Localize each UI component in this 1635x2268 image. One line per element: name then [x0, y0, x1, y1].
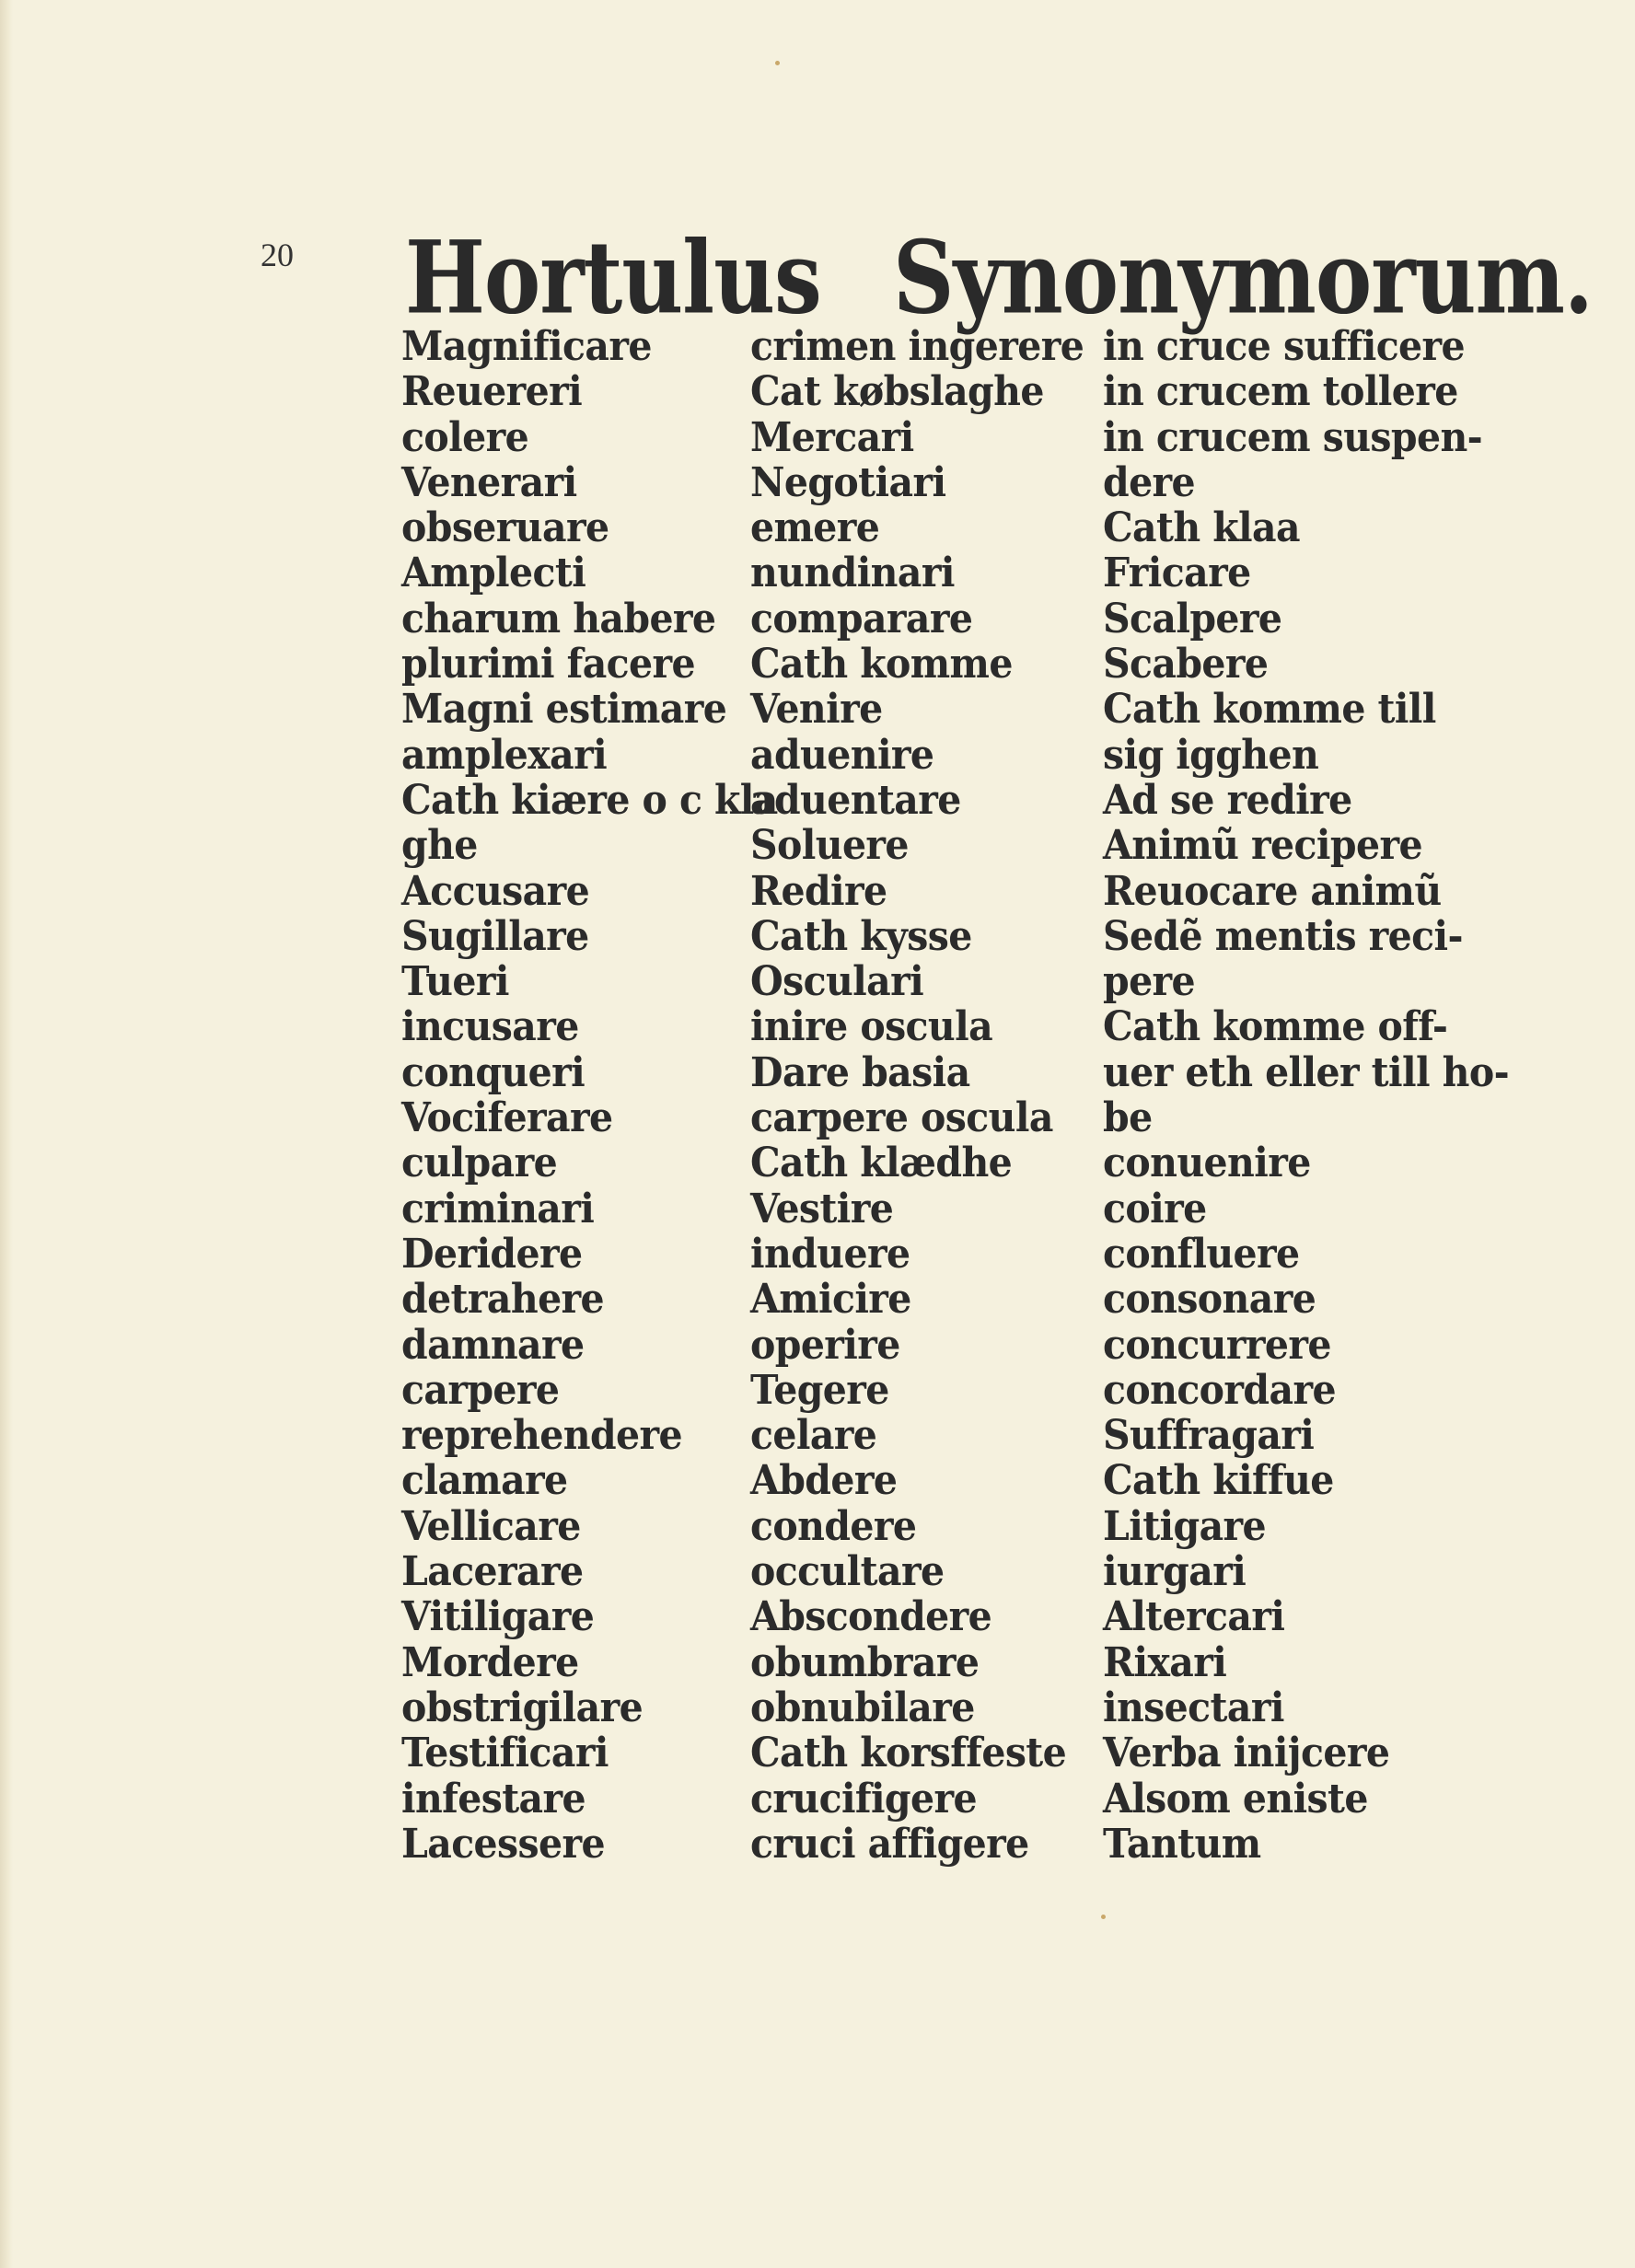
word-entry: amplexari	[401, 730, 608, 779]
word-entry: Cath klædhe	[750, 1139, 1013, 1187]
word-entry: Tantum	[1103, 1819, 1261, 1868]
word-entry: Fricare	[1103, 549, 1251, 597]
word-entry: Vociferare	[401, 1094, 613, 1141]
word-entry: Cath komme till	[1103, 685, 1436, 734]
word-entry: Scabere	[1103, 640, 1269, 688]
word-entry: Alsom eniste	[1103, 1774, 1368, 1822]
synonym-column-3	[1103, 322, 1509, 1868]
word-entry: Lacerare	[401, 1547, 584, 1595]
word-entry: Altercari	[1103, 1592, 1285, 1641]
word-entry: Vestire	[750, 1184, 894, 1232]
word-entry: charum habere	[401, 594, 716, 642]
paper-speck	[1101, 1915, 1106, 1919]
page-edge	[0, 0, 13, 2268]
word-entry: dere	[1103, 457, 1196, 506]
word-entry: Venire	[750, 685, 883, 734]
word-entry: comparare	[750, 594, 973, 642]
word-entry: Testificari	[401, 1729, 609, 1777]
word-entry: Magnificare	[401, 322, 652, 370]
word-entry: concurrere	[1103, 1320, 1331, 1369]
word-entry: aduenire	[750, 730, 934, 779]
word-entry: Cath klaa	[1103, 503, 1300, 552]
word-entry: carpere	[401, 1365, 560, 1414]
word-entry: conqueri	[401, 1047, 586, 1096]
word-entry: Verba inijcere	[1103, 1729, 1390, 1777]
word-entry: Lacessere	[401, 1819, 605, 1868]
word-entry: be	[1103, 1094, 1153, 1141]
paper-speck	[775, 61, 780, 65]
word-entry: crucifigere	[750, 1774, 977, 1822]
word-entry: criminari	[401, 1184, 595, 1232]
word-entry: aduentare	[750, 775, 961, 824]
word-entry: obseruare	[401, 503, 609, 552]
word-entry: Dare basia	[750, 1047, 970, 1096]
running-title	[405, 219, 1593, 337]
word-entry: Suffragari	[1103, 1411, 1315, 1459]
word-entry: Cath komme off-	[1103, 1002, 1448, 1051]
word-entry: obnubilare	[750, 1683, 975, 1731]
word-entry: Cath komme	[750, 640, 1013, 688]
word-entry: ghe	[401, 821, 478, 870]
word-entry: Abscondere	[750, 1592, 992, 1641]
word-entry: in crucem suspen-	[1103, 412, 1483, 461]
word-entry: Cath korsffeste	[750, 1729, 1067, 1777]
word-entry: induere	[750, 1229, 910, 1278]
word-entry: Cath kysse	[750, 911, 972, 960]
word-entry: insectari	[1103, 1683, 1284, 1731]
word-entry: Cath kiffue	[1103, 1456, 1334, 1505]
word-entry: plurimi facere	[401, 640, 695, 688]
word-entry: inire oscula	[750, 1002, 993, 1051]
word-entry: obstrigilare	[401, 1683, 644, 1731]
word-entry: uer eth eller till ho-	[1103, 1047, 1509, 1096]
word-entry: condere	[750, 1501, 917, 1550]
word-entry: consonare	[1103, 1275, 1316, 1324]
word-entry: Abdere	[750, 1456, 898, 1505]
word-entry: occultare	[750, 1547, 945, 1595]
word-entry: confluere	[1103, 1229, 1300, 1278]
word-entry: Sugillare	[401, 911, 589, 960]
word-entry: cruci affigere	[750, 1819, 1029, 1868]
word-entry: Amplecti	[401, 549, 586, 597]
word-entry: Reuocare animũ	[1103, 866, 1442, 915]
word-entry: Vellicare	[401, 1501, 581, 1550]
title-left: Hortulus	[405, 219, 821, 337]
word-entry: iurgari	[1103, 1547, 1247, 1595]
word-entry: clamare	[401, 1456, 568, 1505]
word-entry: Deridere	[401, 1229, 583, 1278]
word-entry: Tueri	[401, 957, 509, 1006]
word-entry: Reuereri	[401, 367, 583, 416]
word-entry: Mercari	[750, 412, 914, 461]
word-entry: Vitiligare	[401, 1592, 595, 1641]
word-entry: Mordere	[401, 1637, 579, 1686]
word-entry: culpare	[401, 1139, 558, 1187]
word-entry: coire	[1103, 1184, 1207, 1232]
synonym-column-1	[401, 322, 778, 1868]
word-entry: Ad se redire	[1103, 775, 1352, 824]
word-entry: in cruce sufficere	[1103, 322, 1466, 370]
word-entry: incusare	[401, 1002, 579, 1051]
word-entry: pere	[1103, 957, 1196, 1006]
word-entry: Redire	[750, 866, 887, 915]
page-number: 20	[261, 237, 294, 273]
word-entry: emere	[750, 503, 880, 552]
word-entry: detrahere	[401, 1275, 605, 1324]
word-entry: Sedẽ mentis reci-	[1103, 911, 1463, 960]
word-entry: Cath kiære o c kla	[401, 775, 778, 824]
word-entry: celare	[750, 1411, 877, 1459]
word-entry: Magni estimare	[401, 685, 727, 734]
word-entry: Litigare	[1103, 1501, 1267, 1550]
word-entry: crimen ingerere	[750, 322, 1084, 370]
word-entry: obumbrare	[750, 1637, 980, 1686]
word-entry: Tegere	[750, 1365, 889, 1414]
title-right: Synonymorum.	[893, 219, 1593, 337]
word-entry: conuenire	[1103, 1139, 1311, 1187]
word-entry: reprehendere	[401, 1411, 682, 1459]
word-entry: operire	[750, 1320, 900, 1369]
word-entry: carpere oscula	[750, 1094, 1053, 1141]
word-entry: Accusare	[401, 866, 590, 915]
synonym-column-2	[750, 324, 1105, 1867]
word-entry: sig igghen	[1103, 730, 1319, 779]
word-entry: Osculari	[750, 957, 924, 1006]
word-entry: infestare	[401, 1774, 586, 1822]
word-entry: Cat købslaghe	[750, 367, 1044, 416]
word-entry: Negotiari	[750, 457, 946, 506]
word-entry: colere	[401, 412, 529, 461]
word-entry: Scalpere	[1103, 594, 1282, 642]
word-entry: Amicire	[750, 1275, 911, 1324]
word-entry: Animũ recipere	[1103, 821, 1422, 870]
word-entry: Rixari	[1103, 1637, 1227, 1686]
word-entry: Venerari	[401, 457, 577, 506]
word-entry: damnare	[401, 1320, 585, 1369]
word-entry: concordare	[1103, 1365, 1336, 1414]
word-entry: Soluere	[750, 821, 909, 870]
word-entry: nundinari	[750, 549, 955, 597]
word-entry: in crucem tollere	[1103, 367, 1458, 416]
